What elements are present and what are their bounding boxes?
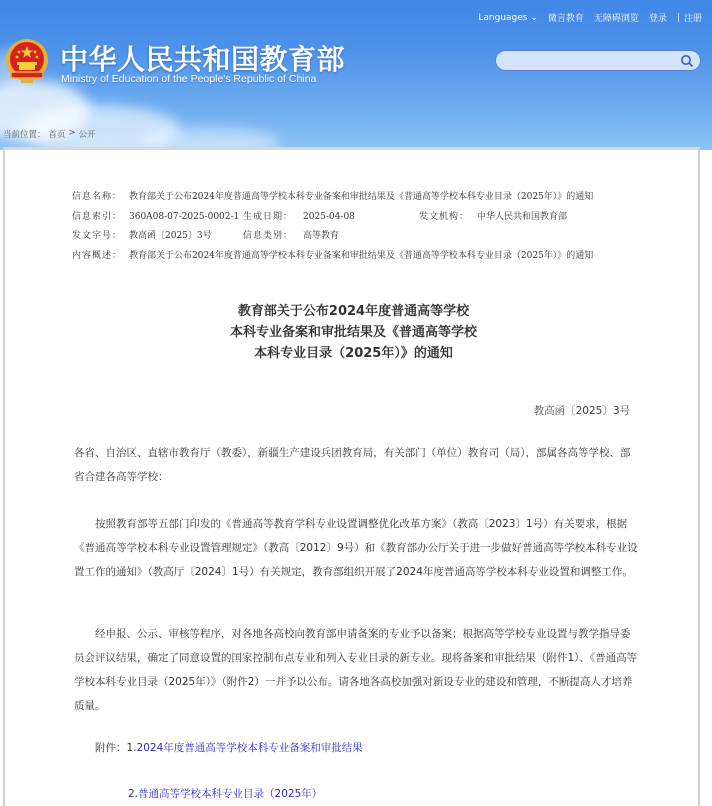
site-header bbox=[0, 0, 712, 150]
site-title[interactable]: 中华人民共和国教育部 bbox=[60, 43, 346, 76]
top-navigation bbox=[478, 11, 702, 24]
attachment-2-link[interactable] bbox=[128, 788, 322, 800]
document-number: 教高函〔2025〕3号 bbox=[533, 405, 630, 417]
search-input[interactable] bbox=[495, 50, 701, 71]
meta-row-index bbox=[72, 208, 593, 228]
meta-name-label: 信息名称： bbox=[72, 192, 123, 202]
attachment-number: 1. bbox=[126, 742, 137, 754]
accessible-browse-link[interactable]: 无障碍浏览 bbox=[593, 14, 639, 24]
languages-label: Languages bbox=[478, 12, 528, 23]
register-link[interactable]: 注册 bbox=[683, 14, 702, 24]
breadcrumb-label: 当前位置： bbox=[3, 130, 46, 140]
meta-index-label: 信息索引： bbox=[72, 211, 123, 222]
search-icon[interactable] bbox=[680, 54, 694, 68]
info-metadata bbox=[72, 188, 593, 266]
paragraph-1: 按照教育部等五部门印发的《普通高等教育学科专业设置调整优化改革方案》（教高〔2023〕1号）有关要求，根据《普通高等学校本科专业设置管理规定》（教高〔2012〕9号）和《教育部办公厅关于进一步做好普通高等学校本科专业设置工作的通知》（教高厅〔2024〕1号）有关规定，教育部组织开展了2024年度普通高等学校本科专业设置和调整工作。 bbox=[74, 518, 638, 578]
meta-row-summary bbox=[72, 247, 593, 267]
languages-dropdown[interactable] bbox=[478, 13, 538, 23]
breadcrumb-public[interactable]: 公开 bbox=[78, 130, 96, 140]
meta-row-docno bbox=[72, 227, 593, 247]
title-line: 本科专业备案和审批结果及《普通高等学校 bbox=[229, 325, 477, 340]
national-emblem-icon bbox=[5, 38, 49, 84]
title-line: 本科专业目录（2025年）》的通知 bbox=[254, 346, 453, 361]
salutation: 各省、自治区、直辖市教育厅（教委），新疆生产建设兵团教育局，有关部门（单位）教育司（局），部属各高等学校、部省合建各高等学校： bbox=[74, 447, 631, 483]
attachment-label: 普通高等学校本科专业目录（2025年） bbox=[138, 788, 323, 800]
attachment-1-link[interactable] bbox=[127, 742, 363, 754]
meta-summary-label: 内容概述： bbox=[72, 250, 123, 261]
meta-index-value: 360A08-07-2025-0002-1 bbox=[129, 211, 240, 222]
chevron-down-icon: ⌄ bbox=[530, 12, 538, 23]
title-line: 教育部关于公布2024年度普通高等学校 bbox=[237, 304, 470, 319]
meta-date-label: 生成日期： bbox=[243, 211, 294, 222]
meta-summary-value: 教育部关于公布2024年度普通高等学校本科专业备案和审批结果及《普通高等学校本科专业目录（2025年）》的通知 bbox=[129, 250, 594, 261]
meta-category-value: 高等教育 bbox=[303, 231, 340, 241]
login-link[interactable]: 登录 bbox=[648, 14, 667, 24]
meta-category-label: 信息类别： bbox=[243, 231, 294, 241]
meta-docno-value: 教高函〔2025〕3号 bbox=[129, 231, 212, 241]
meta-row-name bbox=[72, 188, 593, 208]
meta-docno-label: 发文字号： bbox=[72, 231, 123, 241]
nav-separator: | bbox=[676, 12, 680, 23]
attachment-2 bbox=[128, 786, 322, 801]
breadcrumb-home[interactable]: 首页 bbox=[48, 130, 66, 140]
breadcrumb-separator: > bbox=[68, 128, 76, 138]
meta-name-value: 教育部关于公布2024年度普通高等学校本科专业备案和审批结果及《普通高等学校本科专业目录（2025年）》的通知 bbox=[129, 192, 594, 202]
article-container bbox=[3, 147, 700, 806]
meta-org-label: 发文机构： bbox=[419, 211, 470, 222]
site-subtitle: Ministry of Education of the People's Republic of China bbox=[61, 73, 317, 85]
attachment-label: 2024年度普通高等学校本科专业备案和审批结果 bbox=[136, 742, 363, 754]
weiyan-link[interactable]: 微言教育 bbox=[547, 14, 584, 24]
attachments-label: 附件： bbox=[95, 742, 127, 754]
paragraph-2: 经申报、公示、审核等程序，对各地各高校向教育部申请备案的专业予以备案；根据高等学校专业设置与教学指导委员会评议结果，确定了同意设置的国家控制布点专业和列入专业目录的新专业。现将备案和审批结果（附件1）、《普通高等学校本科专业目录（2025年）》（附件2）一并予以公布。请各地各高校加强对新设专业的建设和管理，不断提高人才培养质量。 bbox=[74, 628, 638, 712]
meta-date-value: 2025-04-08 bbox=[303, 211, 355, 222]
meta-org-value: 中华人民共和国教育部 bbox=[477, 211, 568, 222]
attachment-number: 2. bbox=[128, 788, 139, 800]
article-title bbox=[5, 301, 702, 364]
attachment-1 bbox=[95, 740, 363, 755]
breadcrumb bbox=[3, 128, 96, 140]
